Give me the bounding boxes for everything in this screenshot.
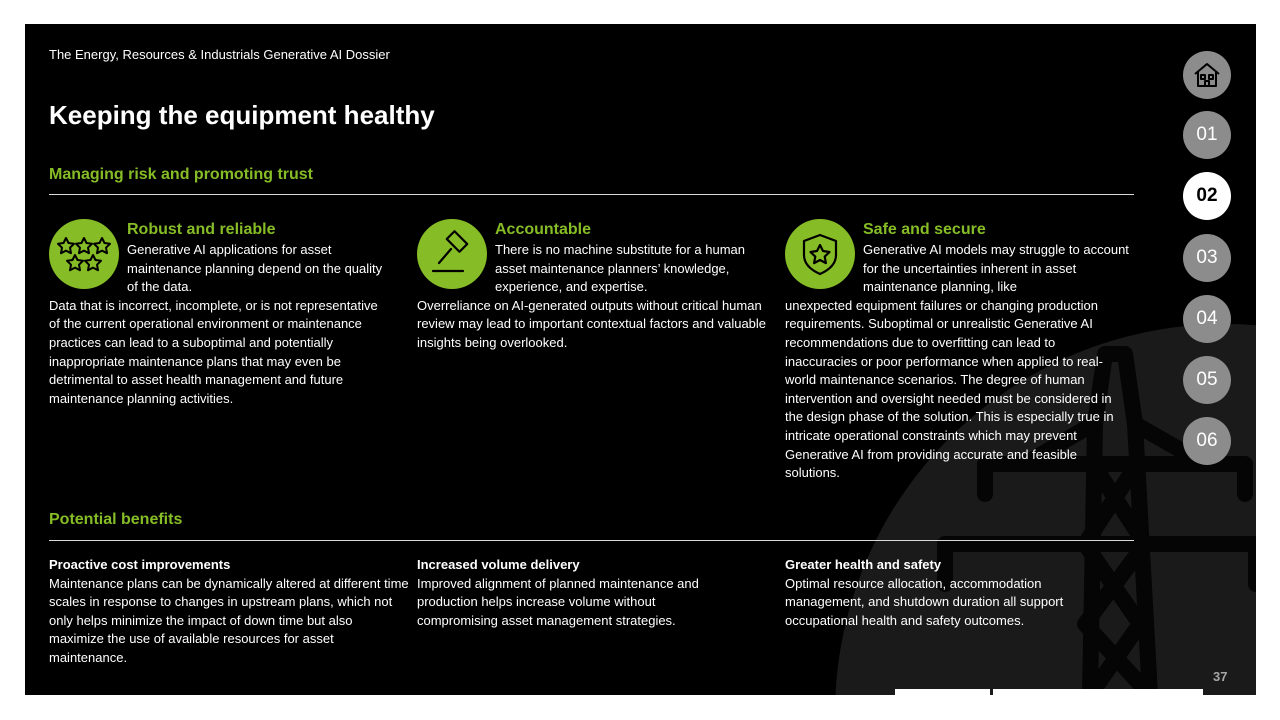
benefit-cost-title: Proactive cost improvements xyxy=(49,557,231,572)
card-safe-body-text: unexpected equipment failures or changing production requirements. Suboptimal or unrealistic Generative AI recommendations due to overfitting can lead to inaccuracies or poor performance when applied to real-world maintenance scenarios. The degree of human intervention and oversight needed must be considered in the design phase of the solution. This is especially true in intricate operational constraints which may prevent Generative AI from providing accurate and feasible solutions. xyxy=(785,297,1114,481)
nav-home-button[interactable] xyxy=(1183,51,1231,99)
card-robust-body-text: Data that is incorrect, incomplete, or is not representative of the current operational environment or maintenance practices can lead to a suboptimal and potentially inappropriate maintenance plans that may even be detrimental to asset health management and future maintenance planning activities. xyxy=(49,297,378,406)
card-accountable-body-text: Overreliance on AI-generated outputs without critical human review may lead to important contextual factors and valuable insights being overlooked. xyxy=(417,297,767,350)
card-safe-body-intro: Generative AI models may struggle to account for the uncertainties inherent in asset maintenance planning, like xyxy=(863,242,1129,295)
risk-section-divider xyxy=(49,194,1134,195)
card-robust-body xyxy=(49,241,385,408)
card-robust-title: Robust and reliable xyxy=(127,221,276,238)
page-title: Keeping the equipment healthy xyxy=(49,100,435,130)
benefit-volume-title: Increased volume delivery xyxy=(417,557,580,572)
benefit-safety-body: Optimal resource allocation, accommodation management, and shutdown duration all support occupational health and safety outcomes. xyxy=(785,575,1064,628)
benefit-volume-body: Improved alignment of planned maintenance and production helps increase volume without compromising asset management strategies. xyxy=(417,575,699,628)
risk-section-title: Managing risk and promoting trust xyxy=(49,166,314,183)
nav-section-06[interactable]: 06 xyxy=(1183,417,1231,465)
benefit-safety xyxy=(785,556,1095,630)
dossier-title: The Energy, Resources & Industrials Generative AI Dossier xyxy=(49,47,390,62)
benefits-section-divider xyxy=(49,540,1134,541)
card-accountable-title: Accountable xyxy=(495,221,592,238)
benefit-volume xyxy=(417,556,717,630)
benefits-section-title: Potential benefits xyxy=(49,511,183,528)
benefit-safety-title: Greater health and safety xyxy=(785,557,942,572)
nav-section-04[interactable]: 04 xyxy=(1183,295,1231,343)
nav-section-03[interactable]: 03 xyxy=(1183,234,1231,282)
nav-section-02[interactable]: 02 xyxy=(1183,172,1231,220)
card-robust-body-intro: Generative AI applications for asset maintenance planning depend on the quality of the data. xyxy=(127,242,383,295)
card-accountable-body xyxy=(417,241,767,353)
benefit-cost xyxy=(49,556,409,668)
card-safe-title: Safe and secure xyxy=(863,221,986,238)
page-number: 37 xyxy=(1213,669,1228,684)
slide xyxy=(25,24,1256,695)
card-safe-body xyxy=(785,241,1130,483)
card-accountable-body-intro: There is no machine substitute for a human asset maintenance planners’ knowledge, experience, and expertise. xyxy=(495,242,746,295)
nav-section-05[interactable]: 05 xyxy=(1183,356,1231,404)
nav-section-01[interactable]: 01 xyxy=(1183,111,1231,159)
home-icon xyxy=(1183,51,1231,99)
benefit-cost-body: Maintenance plans can be dynamically altered at different time scales in response to changes in upstream plans, which not only helps minimize the impact of down time but also maximize the use of available resources for asset maintenance. xyxy=(49,575,409,665)
